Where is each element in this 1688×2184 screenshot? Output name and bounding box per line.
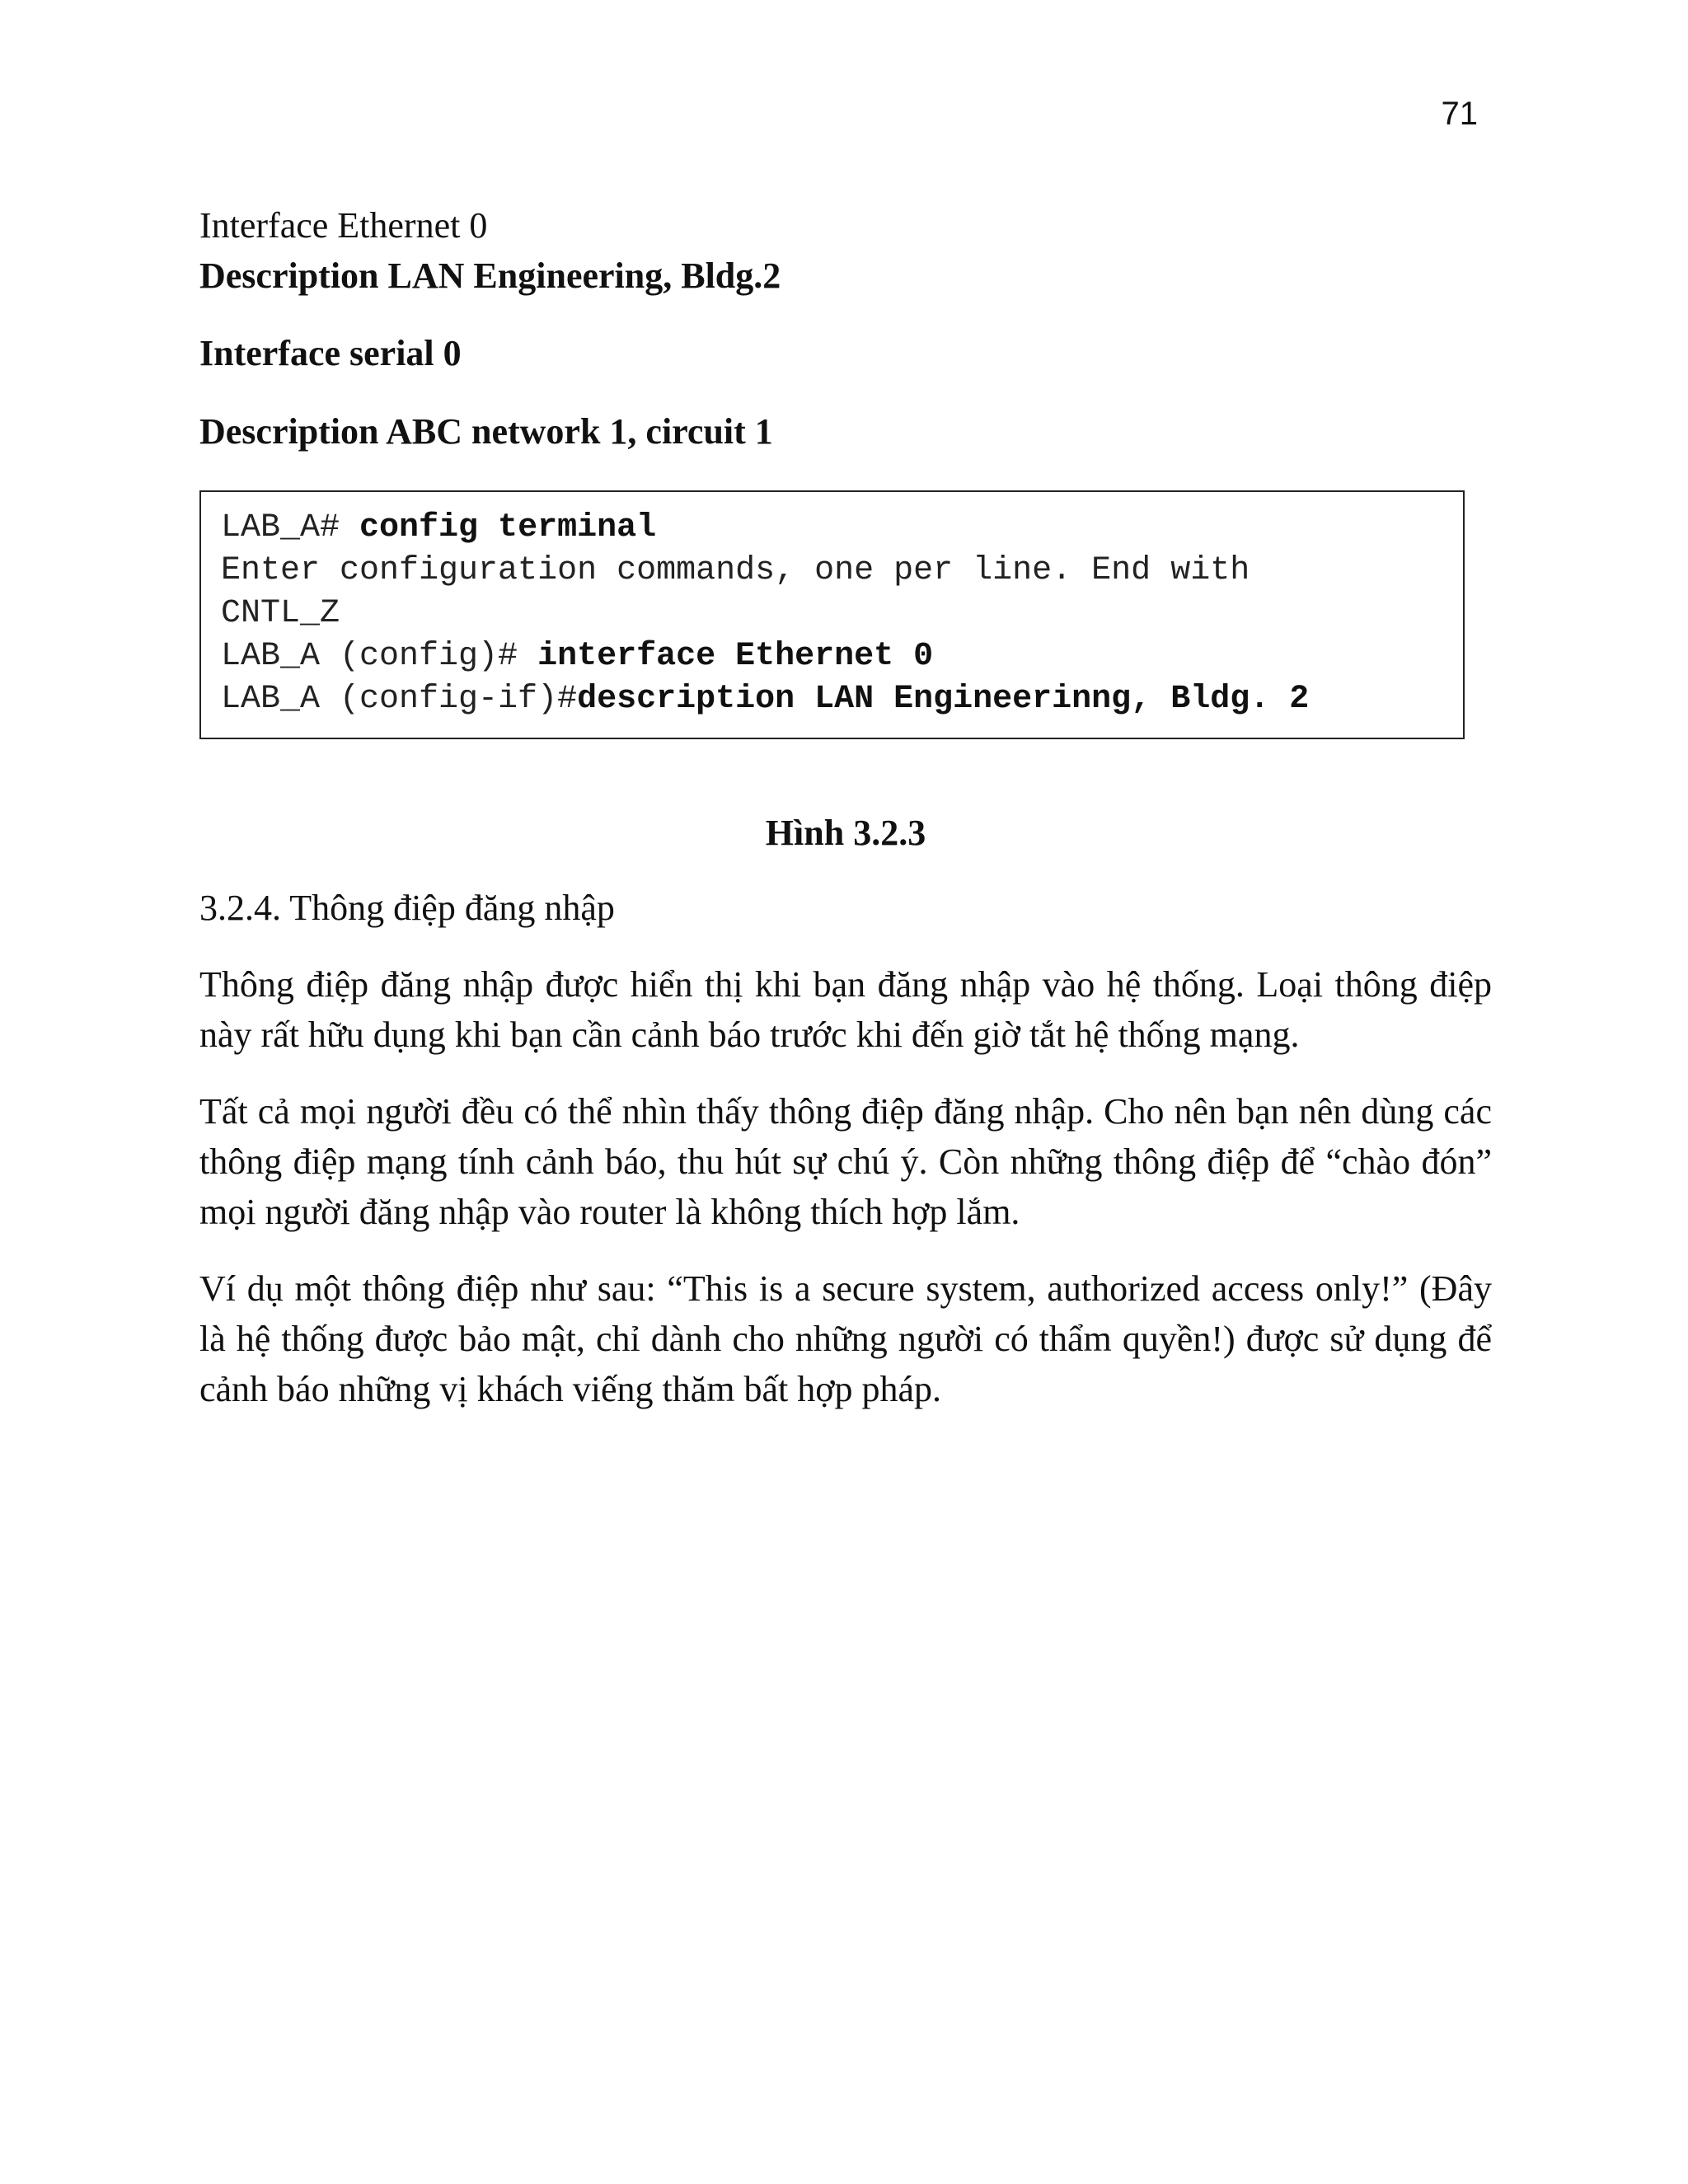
page-content [199, 201, 1492, 1414]
code-prompt: LAB_A# [221, 509, 360, 546]
code-prompt: LAB_A (config)# [221, 637, 538, 675]
description-abc-line: Description ABC network 1, circuit 1 [199, 411, 773, 452]
code-command: description LAN Engineerinng, Bldg. 2 [577, 680, 1310, 718]
code-line-2: Enter configuration commands, one per line. End with [221, 551, 1250, 589]
code-line-4 [221, 635, 1443, 678]
paragraph: Tất cả mọi người đều có thể nhìn thấy thông điệp đăng nhập. Cho nên bạn nên dùng các thông điệp mạng tính cảnh báo, thu hút sự chú ý. Còn những thông điệp để “chào đón” mọi người đăng nhập vào router là không thích hợp lắm. [199, 1091, 1492, 1233]
code-command: interface Ethernet 0 [537, 637, 934, 675]
code-line-1 [221, 507, 1443, 550]
code-command: config terminal [359, 509, 657, 546]
code-prompt: LAB_A (config-if)# [221, 680, 578, 718]
paragraph: Thông điệp đăng nhập được hiển thị khi bạn đăng nhập vào hệ thống. Loại thông điệp này rất hữu dụng khi bạn cần cảnh báo trước khi đến giờ tắt hệ thống mạng. [199, 964, 1492, 1056]
page-number: 71 [1441, 96, 1478, 132]
section-heading: 3.2.4. Thông điệp đăng nhập [199, 887, 615, 928]
interface-ethernet-line: Interface Ethernet 0 [199, 205, 488, 246]
code-line-5 [221, 678, 1443, 721]
code-line-3: CNTL_Z [221, 594, 340, 632]
paragraph: Ví dụ một thông điệp như sau: “This is a secure system, authorized access only!” (Đây là hệ thống được bảo mật, chỉ dành cho những người có thẩm quyền!) được sử dụng để cảnh báo những vị khách viếng thăm bất hợp pháp. [199, 1268, 1492, 1410]
figure-caption: Hình 3.2.3 [765, 812, 926, 853]
description-lan-line: Description LAN Engineering, Bldg.2 [199, 255, 781, 296]
code-block [199, 490, 1465, 739]
interface-serial-line: Interface serial 0 [199, 333, 462, 374]
